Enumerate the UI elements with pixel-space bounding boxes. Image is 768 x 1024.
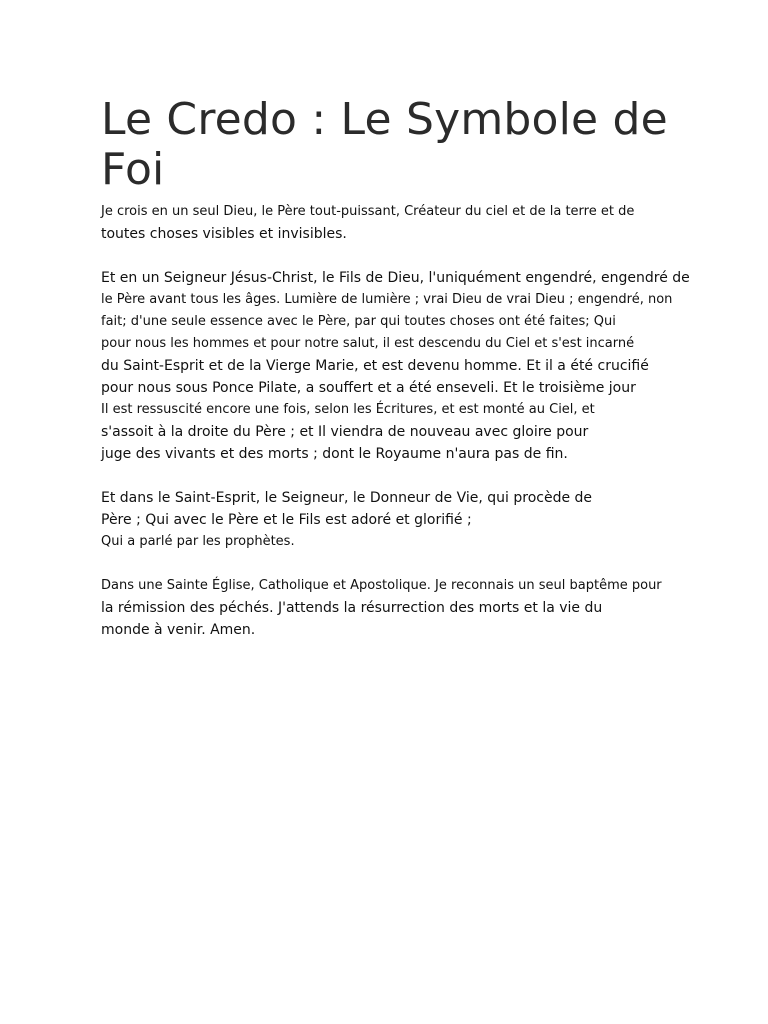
text-line: monde à venir. Amen. xyxy=(101,622,256,638)
text-line: fait; d'une seule essence avec le Père, par qui toutes choses ont été faites; Qui xyxy=(101,314,616,329)
text-line: Père ; Qui avec le Père et le Fils est adoré et glorifié ; xyxy=(101,512,472,528)
paragraph-3 xyxy=(101,487,731,553)
document-page xyxy=(101,95,731,663)
text-line: pour nous sous Ponce Pilate, a souffert et a été enseveli. Et le troisième jour xyxy=(101,380,636,396)
text-line: Qui a parlé par les prophètes. xyxy=(101,534,295,549)
text-line: juge des vivants et des morts ; dont le Royaume n'aura pas de fin. xyxy=(101,446,568,462)
text-line: le Père avant tous les âges. Lumière de lumière ; vrai Dieu de vrai Dieu ; engendré, non xyxy=(101,292,673,307)
text-line: Dans une Sainte Église, Catholique et Apostolique. Je reconnais un seul baptême pour xyxy=(101,578,662,593)
text-line: Je crois en un seul Dieu, le Père tout-puissant, Créateur du ciel et de la terre et de xyxy=(101,204,635,219)
text-line: Il est ressuscité encore une fois, selon les Écritures, et est monté au Ciel, et xyxy=(101,402,595,417)
paragraph-4 xyxy=(101,575,731,641)
text-line: pour nous les hommes et pour notre salut, il est descendu du Ciel et s'est incarné xyxy=(101,336,635,351)
paragraph-2 xyxy=(101,267,731,465)
text-line: la rémission des péchés. J'attends la résurrection des morts et la vie du xyxy=(101,600,603,616)
text-line: s'assoit à la droite du Père ; et Il viendra de nouveau avec gloire pour xyxy=(101,424,589,440)
paragraph-1 xyxy=(101,201,731,245)
text-line: toutes choses visibles et invisibles. xyxy=(101,226,347,242)
text-line: Et dans le Saint-Esprit, le Seigneur, le Donneur de Vie, qui procède de xyxy=(101,490,593,506)
text-line: Et en un Seigneur Jésus-Christ, le Fils de Dieu, l'uniquément engendré, engendré de xyxy=(101,270,690,286)
page-title: Le Credo : Le Symbole de Foi xyxy=(101,94,668,195)
text-line: du Saint-Esprit et de la Vierge Marie, et est devenu homme. Et il a été crucifié xyxy=(101,358,649,374)
